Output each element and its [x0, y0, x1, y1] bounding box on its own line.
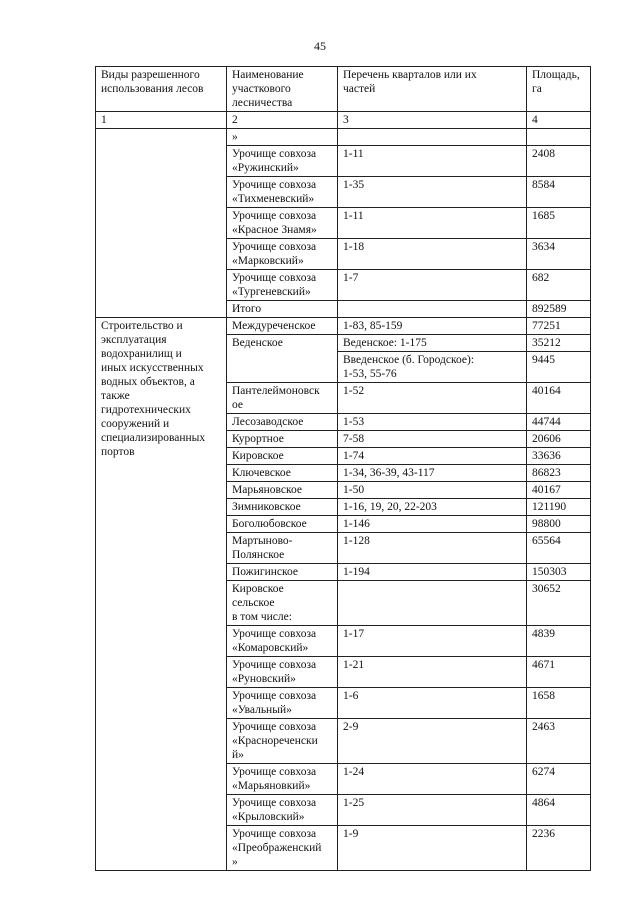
forestry-name-cell: Марьяновское: [227, 482, 338, 499]
quarters-cell: 1-83, 85-159: [338, 318, 527, 335]
area-cell: 77251: [527, 318, 591, 335]
column-number: 1: [96, 112, 227, 129]
quarters-cell: 1-35: [338, 177, 527, 208]
quarters-cell: [338, 581, 527, 626]
use-type-cell: [96, 129, 227, 318]
quarters-cell: 1-194: [338, 564, 527, 581]
quarters-cell: 1-7: [338, 270, 527, 301]
quarters-cell: 1-6: [338, 688, 527, 719]
forestry-name-cell: Урочище совхоза «Марковский»: [227, 239, 338, 270]
forest-use-table: [95, 66, 591, 871]
table-row: [96, 129, 591, 146]
page-number: 45: [314, 39, 326, 53]
quarters-cell: 2-9: [338, 719, 527, 764]
quarters-cell: Введенское (б. Городское): 1-53, 55-76: [338, 352, 527, 383]
quarters-cell: 1-74: [338, 448, 527, 465]
forestry-name-cell: Урочище совхоза «Комаровский»: [227, 626, 338, 657]
quarters-cell: 1-17: [338, 626, 527, 657]
header-quarters: Перечень кварталов или их частей: [338, 67, 527, 112]
area-cell: 1658: [527, 688, 591, 719]
area-cell: 4839: [527, 626, 591, 657]
forestry-name-cell: Кировское: [227, 448, 338, 465]
forestry-name-cell: Урочище совхоза «Краснореченски й»: [227, 719, 338, 764]
area-cell: 2236: [527, 826, 591, 871]
forestry-name-cell: Боголюбовское: [227, 516, 338, 533]
quarters-cell: 1-11: [338, 146, 527, 177]
forestry-name-cell: Урочище совхоза «Крыловский»: [227, 795, 338, 826]
quarters-cell: 1-21: [338, 657, 527, 688]
quarters-cell: 1-18: [338, 239, 527, 270]
quarters-cell: 1-24: [338, 764, 527, 795]
forestry-name-cell: Лесозаводское: [227, 414, 338, 431]
area-cell: 4864: [527, 795, 591, 826]
area-cell: 40167: [527, 482, 591, 499]
column-number-row: [96, 112, 591, 129]
forestry-name-cell: Урочище совхоза «Преображенский »: [227, 826, 338, 871]
quarters-cell: 1-53: [338, 414, 527, 431]
area-cell: 3634: [527, 239, 591, 270]
header-use-type: Виды разрешенного использования лесов: [96, 67, 227, 112]
header-row: [96, 67, 591, 112]
forestry-name-cell: Междуреченское: [227, 318, 338, 335]
quarters-cell: [338, 129, 527, 146]
quarters-cell: 7-58: [338, 431, 527, 448]
forestry-name-cell: Урочище совхоза «Увальный»: [227, 688, 338, 719]
area-cell: 30652: [527, 581, 591, 626]
forestry-name-cell: Курортное: [227, 431, 338, 448]
header-area: Площадь, га: [527, 67, 591, 112]
forestry-name-cell: Зимниковское: [227, 499, 338, 516]
area-cell: 6274: [527, 764, 591, 795]
quarters-cell: 1-34, 36-39, 43-117: [338, 465, 527, 482]
table-row: [96, 318, 591, 335]
area-cell: 35212: [527, 335, 591, 352]
forestry-name-cell: Урочище совхоза «Красное Знамя»: [227, 208, 338, 239]
area-cell: 2463: [527, 719, 591, 764]
area-cell: [527, 129, 591, 146]
area-cell: 121190: [527, 499, 591, 516]
forestry-name-cell: Пожигинское: [227, 564, 338, 581]
forestry-name-cell: Пантелеймоновск ое: [227, 383, 338, 414]
quarters-cell: 1-52: [338, 383, 527, 414]
forestry-name-cell: Урочище совхоза «Тихменевский»: [227, 177, 338, 208]
forestry-name-cell: Ключевское: [227, 465, 338, 482]
forestry-name-cell: Кировское сельское в том числе:: [227, 581, 338, 626]
column-number: 3: [338, 112, 527, 129]
forestry-name-cell: Урочище совхоза «Ружинский»: [227, 146, 338, 177]
forestry-name-cell: Урочище совхоза «Марьяновкий»: [227, 764, 338, 795]
area-cell: 682: [527, 270, 591, 301]
area-cell: 2408: [527, 146, 591, 177]
quarters-cell: 1-128: [338, 533, 527, 564]
quarters-cell: [338, 301, 527, 318]
area-cell: 150303: [527, 564, 591, 581]
quarters-cell: 1-50: [338, 482, 527, 499]
area-cell: 4671: [527, 657, 591, 688]
quarters-cell: 1-146: [338, 516, 527, 533]
forestry-name-cell: Урочище совхоза «Руновский»: [227, 657, 338, 688]
quarters-cell: 1-16, 19, 20, 22-203: [338, 499, 527, 516]
area-cell: 65564: [527, 533, 591, 564]
forestry-name-cell: Веденское: [227, 335, 338, 383]
continuation-mark: »: [227, 129, 338, 146]
header-forestry-name: Наименование участкового лесничества: [227, 67, 338, 112]
area-cell: 9445: [527, 352, 591, 383]
area-cell: 1685: [527, 208, 591, 239]
area-cell: 20606: [527, 431, 591, 448]
column-number: 4: [527, 112, 591, 129]
area-cell: 892589: [527, 301, 591, 318]
quarters-cell: 1-11: [338, 208, 527, 239]
area-cell: 40164: [527, 383, 591, 414]
quarters-cell: Веденское: 1-175: [338, 335, 527, 352]
area-cell: 44744: [527, 414, 591, 431]
column-number: 2: [227, 112, 338, 129]
use-type-cell: Строительство и эксплуатация водохранилищ и иных искусственных водных объектов, а также гидротехнических сооружений и специализированных портов: [96, 318, 227, 871]
area-cell: 8584: [527, 177, 591, 208]
area-cell: 33636: [527, 448, 591, 465]
area-cell: 86823: [527, 465, 591, 482]
quarters-cell: 1-9: [338, 826, 527, 871]
forestry-name-cell: Урочище совхоза «Тургеневский»: [227, 270, 338, 301]
forestry-name-cell: Итого: [227, 301, 338, 318]
forestry-name-cell: Мартыново- Полянское: [227, 533, 338, 564]
area-cell: 98800: [527, 516, 591, 533]
quarters-cell: 1-25: [338, 795, 527, 826]
